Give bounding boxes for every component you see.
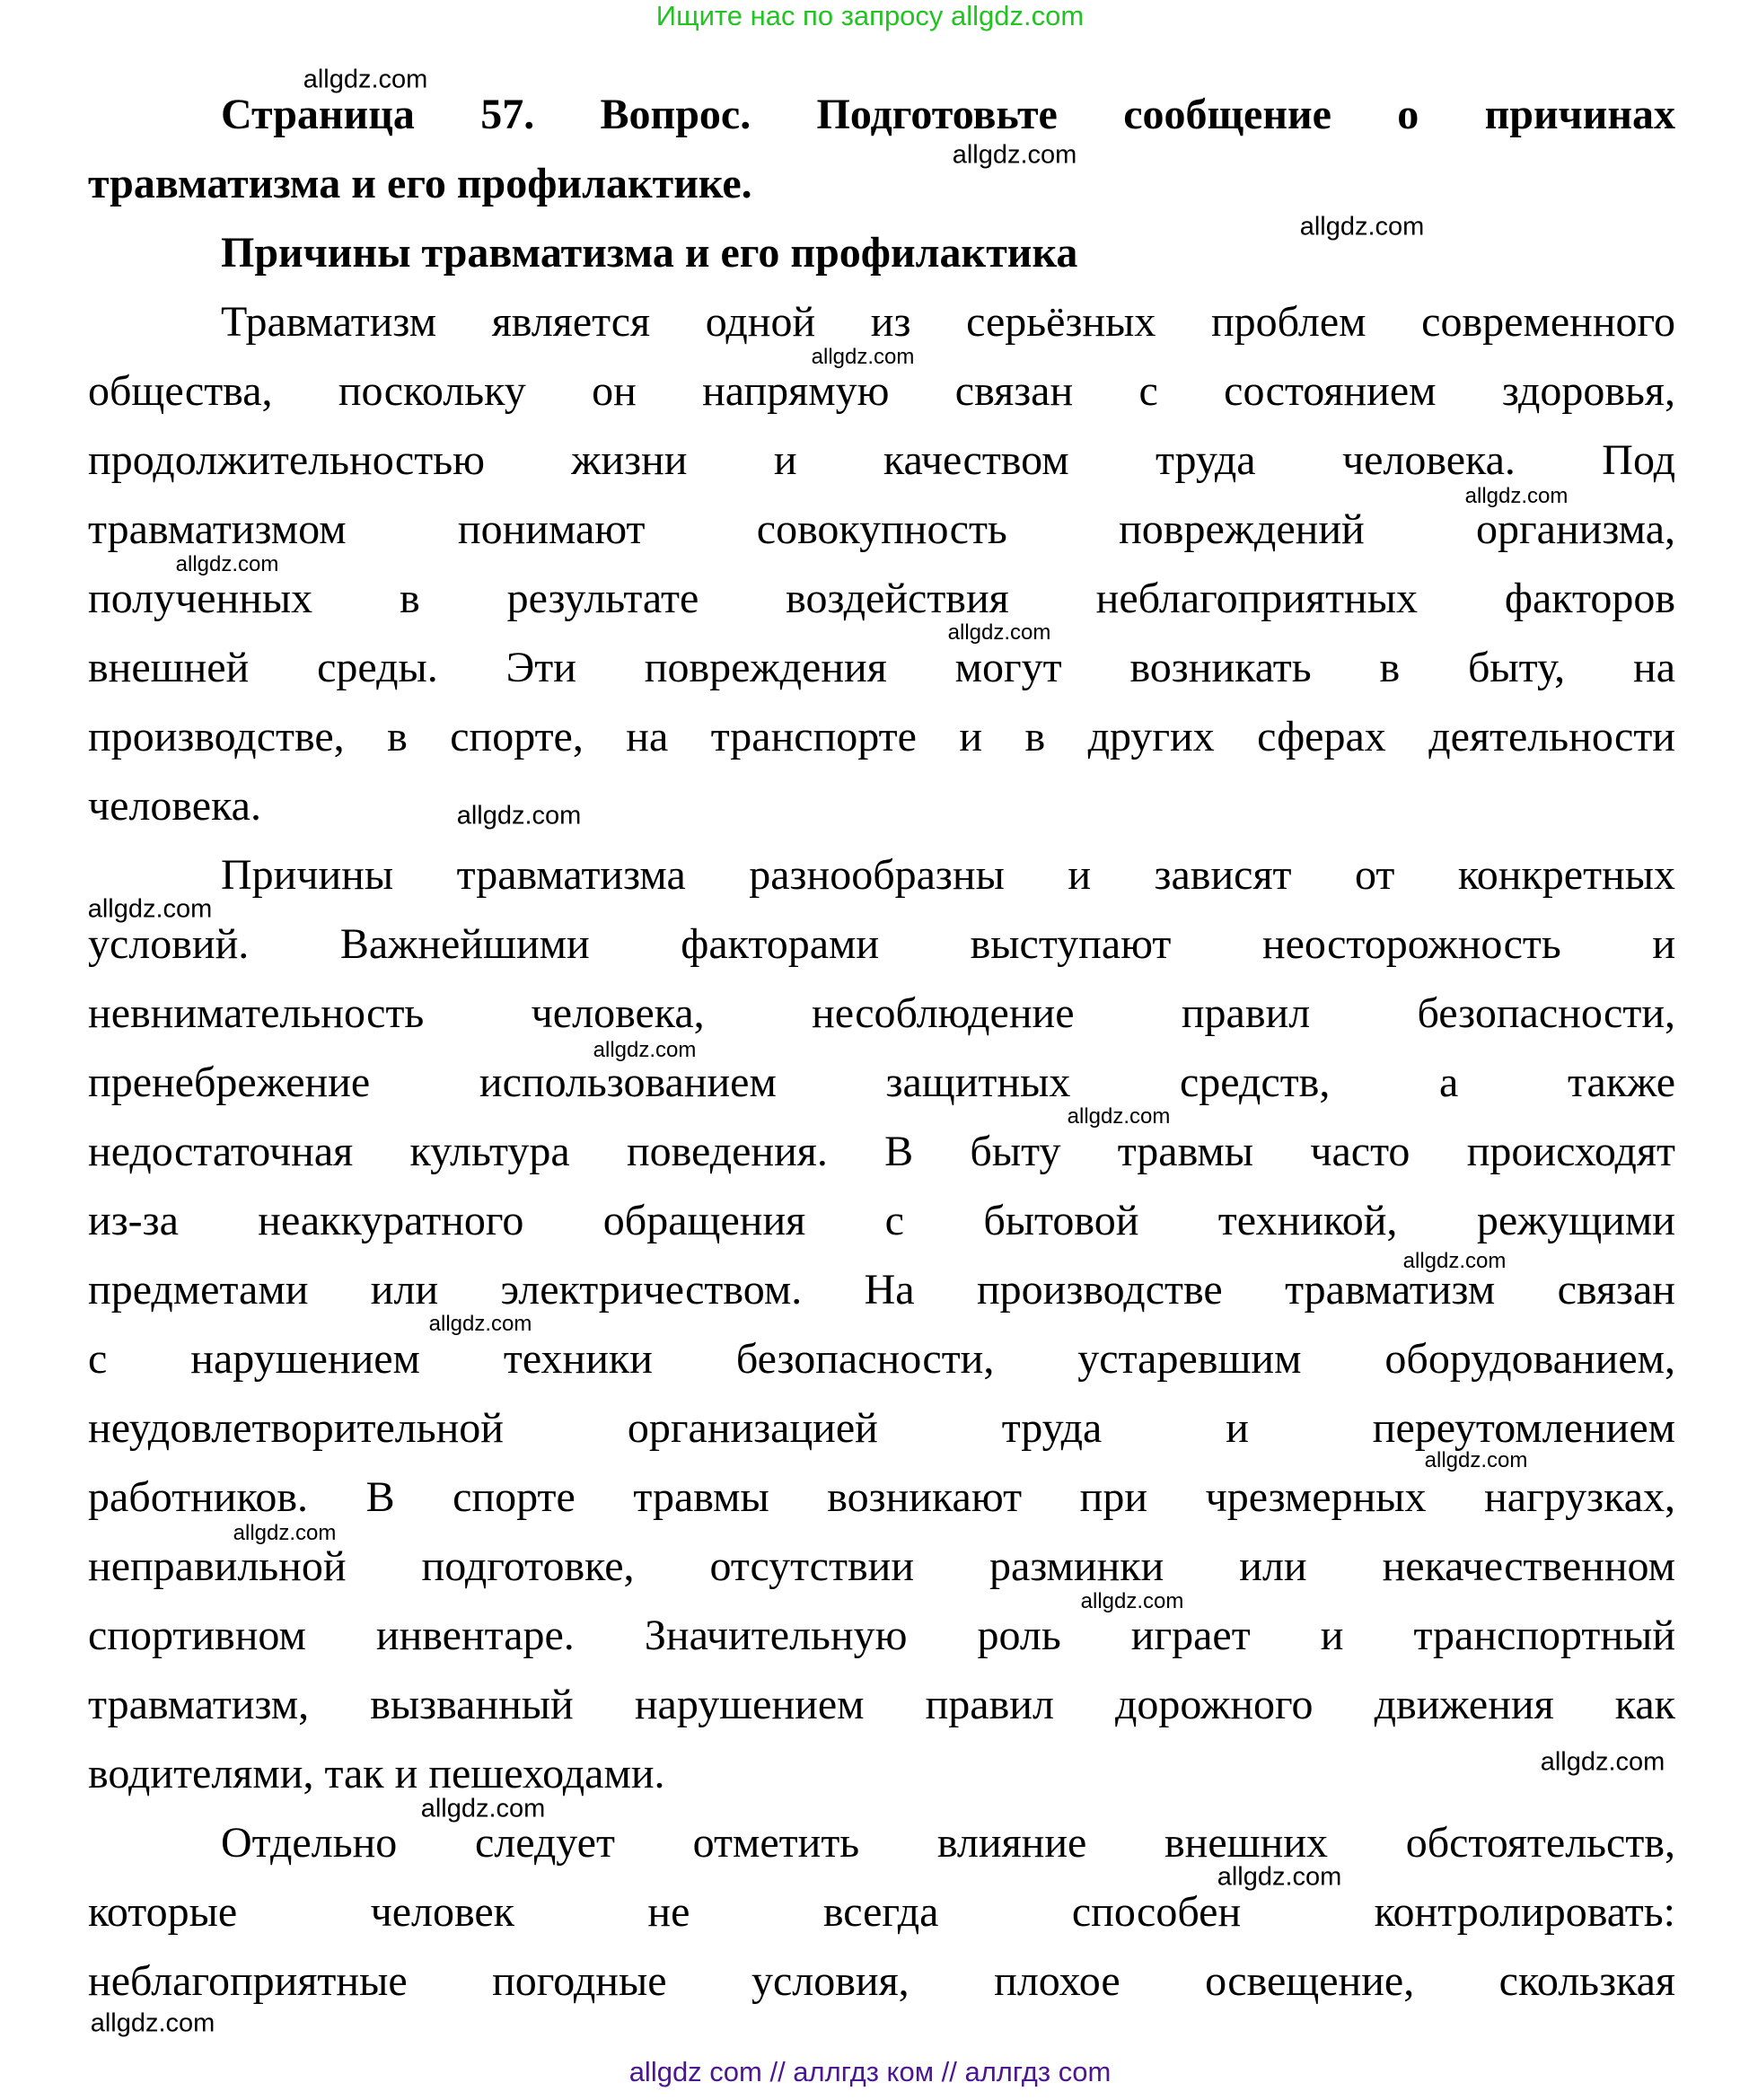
bottom-watermark-banner: allgdz com // аллгдз ком // аллгдз com bbox=[628, 2056, 1112, 2087]
document-body bbox=[88, 80, 1675, 2016]
section-heading: Причины травматизма и его профилактика bbox=[221, 229, 1078, 277]
watermark: allgdz.com bbox=[811, 345, 915, 369]
watermark: allgdz.com bbox=[1299, 212, 1425, 242]
watermark: allgdz.com bbox=[947, 620, 1051, 645]
paragraph-line: производстве, в спорте, на транспорте и в других сферах деятельности bbox=[88, 713, 1675, 760]
paragraph-line: человека. bbox=[88, 782, 261, 830]
paragraph-line: которые человек не всегда способен контролировать: bbox=[88, 1888, 1675, 1936]
paragraph-line: невнимательность человека, несоблюдение правил безопасности, bbox=[88, 989, 1675, 1037]
paragraph-line: полученных в результате воздействия неблагоприятных факторов bbox=[88, 575, 1675, 622]
paragraphs bbox=[88, 287, 1675, 2016]
paragraph-line: неблагоприятные погодные условия, плохое освещение, скользкая bbox=[88, 1957, 1675, 2005]
watermark: allgdz.com bbox=[420, 1794, 546, 1823]
paragraph-line: из-за неаккуратного обращения с бытовой техникой, режущими bbox=[88, 1197, 1675, 1244]
watermark: allgdz.com bbox=[593, 1038, 697, 1062]
paragraph-line: Причины травматизма разнообразны и зависят от конкретных bbox=[221, 851, 1675, 899]
paragraph-line: продолжительностью жизни и качеством труда человека. Под bbox=[88, 436, 1675, 484]
paragraph-line: работников. В спорте травмы возникают при чрезмерных нагрузках, bbox=[88, 1473, 1675, 1521]
paragraph-line: с нарушением техники безопасности, устаревшим оборудованием, bbox=[88, 1335, 1675, 1383]
top-search-banner: Ищите нас по запросу allgdz.com bbox=[655, 0, 1085, 31]
watermark: allgdz.com bbox=[1402, 1249, 1507, 1273]
paragraph-line: недостаточная культура поведения. В быту травмы часто происходят bbox=[88, 1128, 1675, 1175]
paragraph-line: предметами или электричеством. На производстве травматизм связан bbox=[88, 1266, 1675, 1314]
watermark: allgdz.com bbox=[428, 1312, 532, 1336]
paragraph-line: Травматизм является одной из серьёзных проблем современного bbox=[221, 298, 1675, 346]
watermark: allgdz.com bbox=[456, 801, 582, 830]
watermark: allgdz.com bbox=[1540, 1747, 1665, 1777]
watermark: allgdz.com bbox=[303, 65, 428, 94]
watermark: allgdz.com bbox=[90, 2008, 215, 2038]
title-line: травматизма и его профилактике. bbox=[88, 160, 752, 207]
paragraph-line: Отдельно следует отметить влияние внешних обстоятельств, bbox=[221, 1819, 1675, 1867]
watermark: allgdz.com bbox=[1067, 1104, 1171, 1129]
paragraph-line: травматизмом понимают совокупность повреждений организма, bbox=[88, 505, 1675, 553]
watermark: allgdz.com bbox=[1217, 1862, 1342, 1892]
paragraph-line: условий. Важнейшими факторами выступают неосторожность и bbox=[88, 920, 1675, 968]
paragraph-line: неправильной подготовке, отсутствии разминки или некачественном bbox=[88, 1542, 1675, 1590]
paragraph-line: внешней среды. Эти повреждения могут возникать в быту, на bbox=[88, 644, 1675, 691]
watermark: allgdz.com bbox=[1464, 484, 1569, 508]
watermark: allgdz.com bbox=[87, 894, 213, 924]
title-line: Страница 57. Вопрос. Подготовьте сообщение о причинах bbox=[221, 91, 1675, 138]
watermark: allgdz.com bbox=[1424, 1448, 1528, 1472]
watermark: allgdz.com bbox=[175, 552, 279, 576]
paragraph-line: спортивном инвентаре. Значительную роль играет и транспортный bbox=[88, 1612, 1675, 1659]
watermark: allgdz.com bbox=[233, 1521, 337, 1545]
paragraph-line: водителями, так и пешеходами. bbox=[88, 1750, 665, 1797]
watermark: allgdz.com bbox=[952, 140, 1077, 170]
paragraph-line: неудовлетворительной организацией труда и переутомлением bbox=[88, 1404, 1675, 1452]
paragraph-line: общества, поскольку он напрямую связан с состоянием здоровья, bbox=[88, 367, 1675, 415]
paragraph-line: пренебрежение использованием защитных средств, а также bbox=[88, 1059, 1675, 1106]
watermark: allgdz.com bbox=[1080, 1589, 1184, 1613]
paragraph-line: травматизм, вызванный нарушением правил дорожного движения как bbox=[88, 1681, 1675, 1728]
